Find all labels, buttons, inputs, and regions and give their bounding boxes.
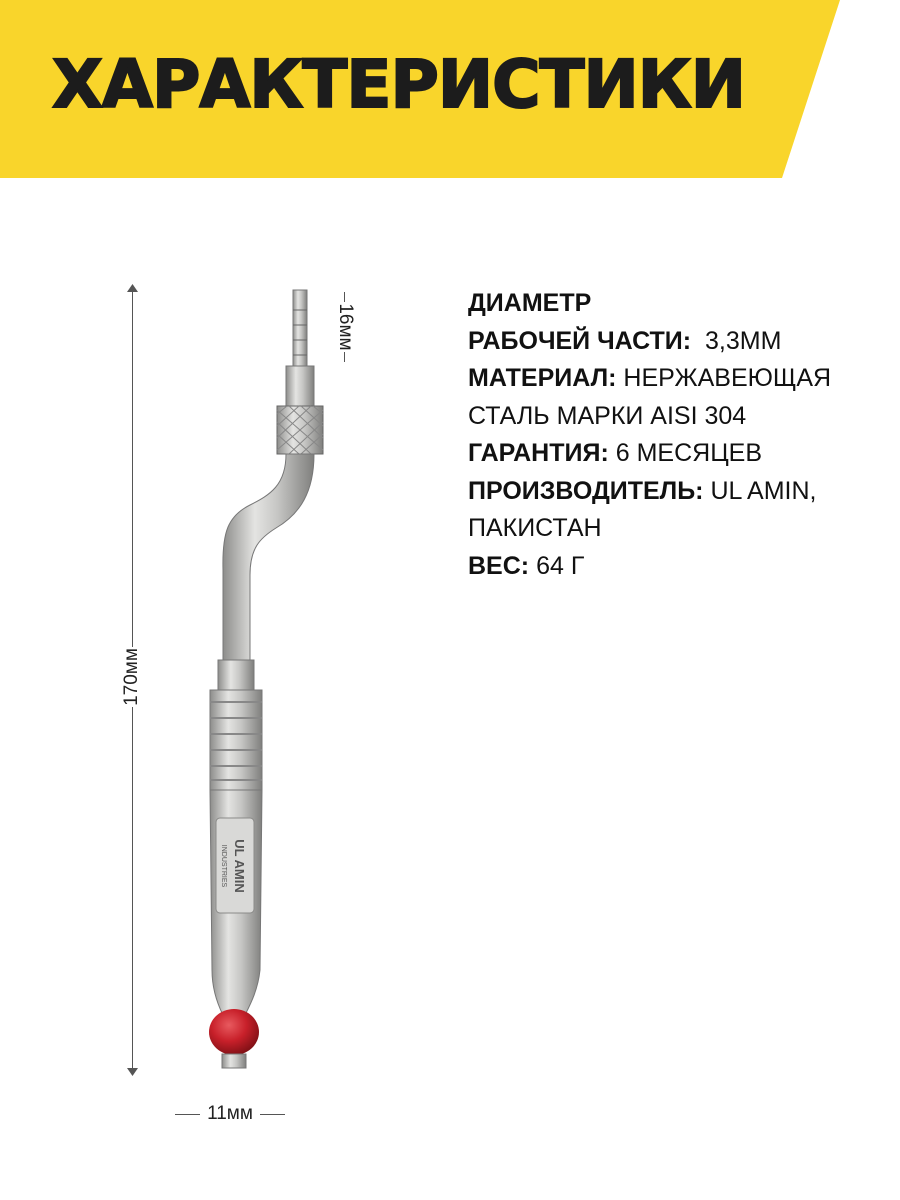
weight-value: 64 Г <box>536 551 585 580</box>
warranty-value: 6 МЕСЯЦЕВ <box>615 439 763 467</box>
manufacturer-value-2: ПАКИСТАН <box>468 514 602 542</box>
spec-material-cont <box>468 398 888 436</box>
material-value: НЕРЖАВЕЮЩАЯ <box>623 364 832 392</box>
total-length-label: 170мм <box>121 648 142 706</box>
header-banner <box>0 0 900 178</box>
spec-warranty <box>468 435 888 473</box>
working-part-value: 3,3ММ <box>705 326 782 355</box>
spec-material <box>468 360 888 398</box>
specifications-list <box>468 285 888 585</box>
material-label: МАТЕРИАЛ: <box>468 364 617 392</box>
page-title: ХАРАКТЕРИСТИКИ <box>52 46 745 123</box>
material-value-2: СТАЛЬ МАРКИ AISI 304 <box>468 401 747 430</box>
spec-working-part <box>468 323 888 361</box>
spec-diameter <box>468 285 888 323</box>
manufacturer-value: UL AMIN, <box>710 476 817 505</box>
ball-width-label: 11мм <box>200 1103 260 1125</box>
engraving-subtext: INDUSTRIES <box>220 844 227 888</box>
spec-manufacturer <box>468 473 888 511</box>
weight-label: ВЕС: <box>468 551 530 580</box>
tip-length-label: 16мм <box>335 303 356 351</box>
spec-manufacturer-cont <box>468 510 888 548</box>
warranty-label: ГАРАНТИЯ: <box>468 439 609 467</box>
osteotome-instrument <box>100 270 400 1150</box>
manufacturer-label: ПРОИЗВОДИТЕЛЬ: <box>468 476 704 505</box>
diameter-label: ДИАМЕТР <box>468 289 592 317</box>
spec-weight <box>468 548 888 586</box>
working-part-label: РАБОЧЕЙ ЧАСТИ: <box>468 326 692 355</box>
product-illustration <box>100 270 400 1150</box>
engraving-text: UL AMIN <box>232 839 247 893</box>
